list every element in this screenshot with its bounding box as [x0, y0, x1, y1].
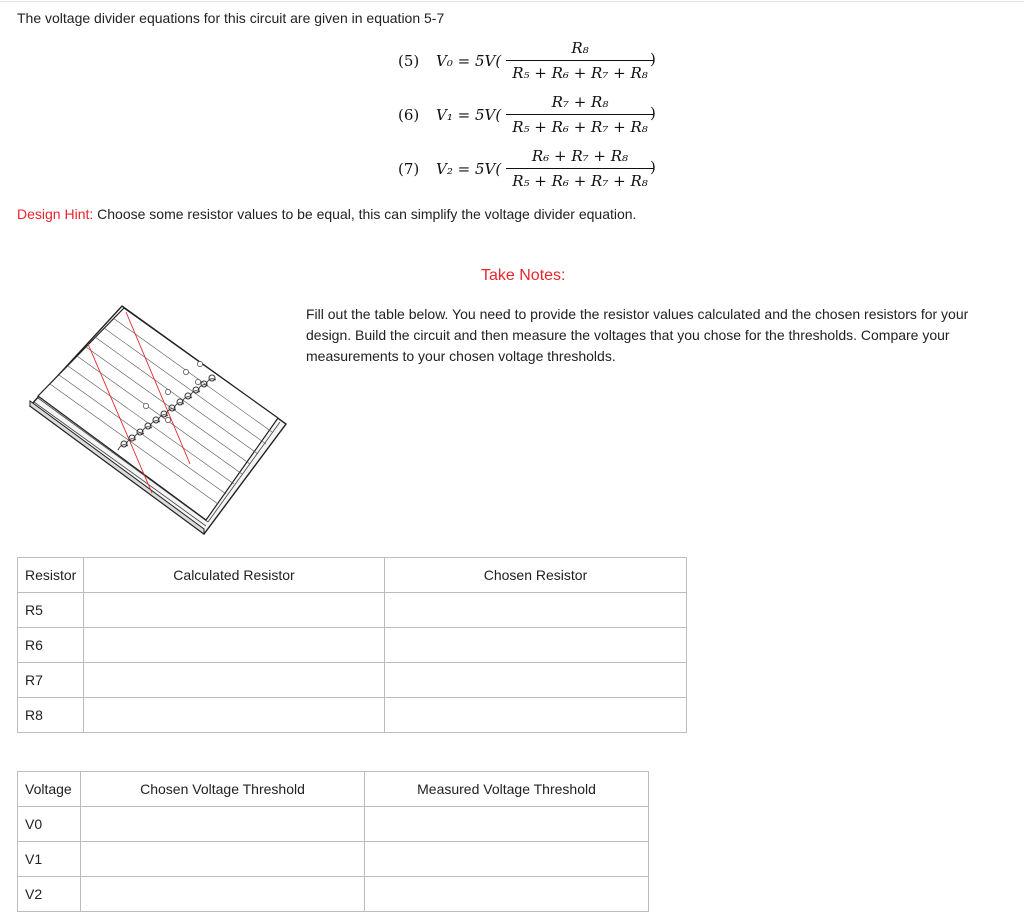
voltage-label: V2 [18, 877, 81, 912]
table-header-cell: Chosen Resistor [385, 558, 687, 593]
table-header-cell: Resistor [18, 558, 84, 593]
resistor-label: R5 [18, 593, 84, 628]
measured-voltage-cell[interactable] [365, 877, 649, 912]
intro-text: The voltage divider equations for this circuit are given in equation 5-7 [17, 10, 445, 26]
chosen-voltage-cell[interactable] [81, 877, 365, 912]
voltage-table [17, 771, 649, 912]
chosen-voltage-cell[interactable] [81, 807, 365, 842]
table-header-row [18, 558, 687, 593]
top-divider [0, 1, 1024, 2]
equation-lhs: V₀ = 5V( [436, 52, 502, 70]
equation-denominator: R₅ + R₆ + R₇ + R₈ [512, 118, 648, 136]
table-header-row [18, 772, 649, 807]
equation-fraction [506, 146, 654, 191]
resistor-label: R8 [18, 698, 84, 733]
resistor-label: R6 [18, 628, 84, 663]
calculated-resistor-cell[interactable] [84, 628, 385, 663]
equation-denominator: R₅ + R₆ + R₇ + R₈ [512, 64, 648, 82]
table-row [18, 628, 687, 663]
voltage-label: V1 [18, 842, 81, 877]
equation-fraction [506, 92, 654, 137]
design-hint-label: Design Hint: [17, 206, 94, 222]
table-row [18, 593, 687, 628]
table-row [18, 698, 687, 733]
equation-numerator: R₈ [571, 39, 589, 57]
table-row [18, 877, 649, 912]
table-row [18, 807, 649, 842]
calculated-resistor-cell[interactable] [84, 698, 385, 733]
chosen-resistor-cell[interactable] [385, 628, 687, 663]
table-header-cell: Chosen Voltage Threshold [81, 772, 365, 807]
equation-close: ) [650, 50, 656, 68]
equation-close: ) [650, 158, 656, 176]
table-header-cell: Voltage [18, 772, 81, 807]
equation-fraction [506, 38, 654, 83]
chosen-resistor-cell[interactable] [385, 698, 687, 733]
equation-lhs: V₁ = 5V( [436, 106, 502, 124]
take-notes-text: Fill out the table below. You need to provide the resistor values calculated and the chosen resistors for your design. Build the circuit and then measure the voltages that you chose for the thresholds. Compare your measurements to your chosen voltage thresholds. [306, 306, 969, 364]
chosen-voltage-cell[interactable] [81, 842, 365, 877]
measured-voltage-cell[interactable] [365, 807, 649, 842]
resistor-label: R7 [18, 663, 84, 698]
design-hint [17, 206, 636, 222]
spiral-notebook-icon [28, 298, 288, 538]
table-header-cell: Calculated Resistor [84, 558, 385, 593]
fraction-bar [506, 114, 654, 115]
table-header-cell: Measured Voltage Threshold [365, 772, 649, 807]
equation-denominator: R₅ + R₆ + R₇ + R₈ [512, 172, 648, 190]
table-row [18, 842, 649, 877]
calculated-resistor-cell[interactable] [84, 663, 385, 698]
calculated-resistor-cell[interactable] [84, 593, 385, 628]
chosen-resistor-cell[interactable] [385, 593, 687, 628]
fraction-bar [506, 60, 654, 61]
equation-numerator: R₇ + R₈ [551, 93, 609, 111]
equation-number: (7) [398, 160, 420, 178]
measured-voltage-cell[interactable] [365, 842, 649, 877]
equation-close: ) [650, 104, 656, 122]
equation-numerator: R₆ + R₇ + R₈ [531, 147, 629, 165]
voltage-label: V0 [18, 807, 81, 842]
take-notes-title: Take Notes: [481, 267, 566, 284]
equation-lhs: V₂ = 5V( [436, 160, 502, 178]
fraction-bar [506, 168, 654, 169]
equation-number: (5) [398, 52, 420, 70]
design-hint-text: Choose some resistor values to be equal, this can simplify the voltage divider equation. [93, 206, 637, 222]
resistor-table [17, 557, 687, 733]
table-row [18, 663, 687, 698]
equation-number: (6) [398, 106, 420, 124]
chosen-resistor-cell[interactable] [385, 663, 687, 698]
